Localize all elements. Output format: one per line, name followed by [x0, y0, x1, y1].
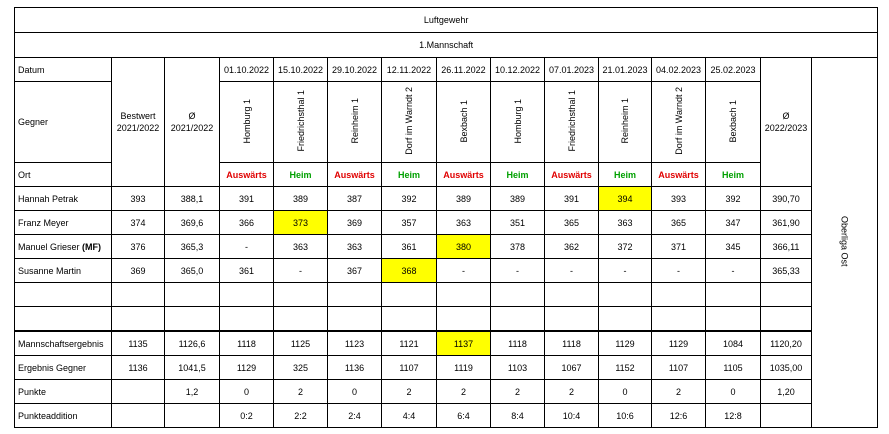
avg-prev-value: 369,6 [165, 211, 220, 235]
summary-cell: 2 [382, 380, 437, 404]
shooter-row [15, 235, 878, 259]
summary-row [15, 404, 878, 428]
summary-cell: 1129 [220, 356, 274, 380]
opponent-cell [328, 82, 382, 163]
empty-cell [599, 283, 652, 307]
best-value: 393 [112, 187, 165, 211]
empty-cell [706, 283, 761, 307]
avg-prev-value: 388,1 [165, 187, 220, 211]
summary-cell: 2 [437, 380, 491, 404]
summary-cell: 1103 [491, 356, 545, 380]
empty-cell [328, 307, 382, 332]
empty-cell [15, 283, 112, 307]
results-table [14, 7, 878, 428]
score-cell: 391 [220, 187, 274, 211]
empty-cell [274, 307, 328, 332]
summary-cell: 0 [599, 380, 652, 404]
match-date: 07.01.2023 [545, 58, 599, 82]
opponent-cell [220, 82, 274, 163]
score-cell: 371 [652, 235, 706, 259]
venue-cell: Heim [382, 163, 437, 187]
score-cell: 369 [328, 211, 382, 235]
opponent-cell [652, 82, 706, 163]
summary-cell: 12:8 [706, 404, 761, 428]
summary-cell: 1118 [220, 331, 274, 356]
best-value: 376 [112, 235, 165, 259]
opponent-cell [491, 82, 545, 163]
score-cell: 389 [437, 187, 491, 211]
score-cell: 392 [706, 187, 761, 211]
score-cell: 387 [328, 187, 382, 211]
empty-cell [545, 283, 599, 307]
score-cell: - [652, 259, 706, 283]
avg-prev-value [165, 404, 220, 428]
summary-label: Mannschaftsergebnis [15, 331, 112, 356]
venue-cell: Auswärts [437, 163, 491, 187]
empty-cell [652, 307, 706, 332]
sheet-title: Luftgewehr [15, 8, 878, 33]
empty-cell [328, 283, 382, 307]
score-cell: - [706, 259, 761, 283]
avg-prev-value: 365,0 [165, 259, 220, 283]
opponent-name: Dorf im Warndt 2 [404, 87, 414, 155]
score-cell: - [545, 259, 599, 283]
summary-cell: 1121 [382, 331, 437, 356]
score-cell: 365 [545, 211, 599, 235]
empty-cell [491, 283, 545, 307]
avg-curr-value: 365,33 [761, 259, 812, 283]
score-cell: 365 [652, 211, 706, 235]
summary-cell: 0:2 [220, 404, 274, 428]
opponent-name: Reinheim 1 [349, 98, 360, 144]
summary-cell: 2 [545, 380, 599, 404]
summary-cell: 1084 [706, 331, 761, 356]
summary-cell: 1137 [437, 331, 491, 356]
avg-prev-value: 1126,6 [165, 331, 220, 356]
empty-cell [15, 307, 112, 332]
summary-cell: 1152 [599, 356, 652, 380]
league-cell [812, 58, 878, 428]
summary-cell: 1136 [328, 356, 382, 380]
match-date: 26.11.2022 [437, 58, 491, 82]
summary-cell: 1123 [328, 331, 382, 356]
empty-cell [112, 307, 165, 332]
summary-cell: 12:6 [652, 404, 706, 428]
league-name: Oberliga Ost [839, 216, 850, 267]
empty-cell [274, 283, 328, 307]
empty-row [15, 307, 878, 332]
avg-curr-value: 1,20 [761, 380, 812, 404]
score-cell: 380 [437, 235, 491, 259]
summary-cell: 6:4 [437, 404, 491, 428]
empty-cell [761, 283, 812, 307]
score-cell: 393 [652, 187, 706, 211]
venue-cell: Auswärts [328, 163, 382, 187]
summary-cell: 0 [706, 380, 761, 404]
venue-cell: Auswärts [545, 163, 599, 187]
opponent-name: Homburg 1 [241, 98, 252, 144]
avg-curr-value: 390,70 [761, 187, 812, 211]
summary-cell: 1107 [382, 356, 437, 380]
opponent-cell [706, 82, 761, 163]
match-date: 01.10.2022 [220, 58, 274, 82]
empty-cell [491, 307, 545, 332]
avg-curr-value: 366,11 [761, 235, 812, 259]
match-date: 25.02.2023 [706, 58, 761, 82]
opponent-name: Bexbach 1 [458, 99, 469, 143]
match-date: 15.10.2022 [274, 58, 328, 82]
venue-cell: Auswärts [220, 163, 274, 187]
summary-label: Ergebnis Gegner [15, 356, 112, 380]
summary-cell: 2 [491, 380, 545, 404]
best-value: 369 [112, 259, 165, 283]
avg-curr-header: Ø 2022/2023 [761, 58, 812, 187]
score-cell: 378 [491, 235, 545, 259]
summary-row [15, 380, 878, 404]
score-cell: 368 [382, 259, 437, 283]
shooter-name: Susanne Martin [18, 265, 82, 276]
empty-cell [165, 307, 220, 332]
summary-cell: 1118 [545, 331, 599, 356]
empty-cell [165, 283, 220, 307]
shooter-name-cell [15, 235, 112, 259]
score-cell: 361 [220, 259, 274, 283]
avg-curr-value: 1120,20 [761, 331, 812, 356]
opponent-name: Bexbach 1 [728, 99, 738, 143]
empty-cell [761, 307, 812, 332]
score-cell: - [274, 259, 328, 283]
score-cell: 394 [599, 187, 652, 211]
match-date: 21.01.2023 [599, 58, 652, 82]
avg-prev-value: 365,3 [165, 235, 220, 259]
opponent-name: Homburg 1 [512, 98, 523, 144]
shooter-row [15, 259, 878, 283]
summary-label: Punkte [15, 380, 112, 404]
summary-cell: 1125 [274, 331, 328, 356]
empty-cell [437, 307, 491, 332]
summary-cell: 4:4 [382, 404, 437, 428]
score-cell: - [599, 259, 652, 283]
summary-cell: 10:4 [545, 404, 599, 428]
best-value: 1135 [112, 331, 165, 356]
match-date: 04.02.2023 [652, 58, 706, 82]
summary-row [15, 331, 878, 356]
summary-cell: 1119 [437, 356, 491, 380]
shooter-name: Hannah Petrak [18, 193, 79, 204]
venue-cell: Heim [706, 163, 761, 187]
empty-cell [220, 283, 274, 307]
score-cell: 345 [706, 235, 761, 259]
score-cell: 363 [328, 235, 382, 259]
summary-cell: 1067 [545, 356, 599, 380]
score-cell: 347 [706, 211, 761, 235]
best-value: 374 [112, 211, 165, 235]
shooter-name-cell [15, 259, 112, 283]
shooter-name-cell [15, 211, 112, 235]
opponent-cell [599, 82, 652, 163]
summary-cell: 1129 [599, 331, 652, 356]
venue-cell: Heim [274, 163, 328, 187]
empty-cell [706, 307, 761, 332]
avg-prev-header: Ø 2021/2022 [165, 58, 220, 187]
venue-cell: Heim [599, 163, 652, 187]
bestwert-header: Bestwert 2021/2022 [112, 58, 165, 187]
score-cell: 362 [545, 235, 599, 259]
match-date: 10.12.2022 [491, 58, 545, 82]
venue-cell: Auswärts [652, 163, 706, 187]
team-name: 1.Mannschaft [15, 33, 878, 58]
empty-cell [652, 283, 706, 307]
score-cell: 391 [545, 187, 599, 211]
match-date: 12.11.2022 [382, 58, 437, 82]
score-cell: 367 [328, 259, 382, 283]
avg-curr-value: 361,90 [761, 211, 812, 235]
score-cell: - [437, 259, 491, 283]
opponent-name: Reinheim 1 [620, 98, 630, 144]
score-cell: - [220, 235, 274, 259]
score-cell: 363 [437, 211, 491, 235]
datum-label: Datum [15, 58, 112, 82]
summary-cell: 1129 [652, 331, 706, 356]
empty-cell [112, 283, 165, 307]
summary-cell: 2 [274, 380, 328, 404]
empty-cell [382, 307, 437, 332]
summary-label: Punkteaddition [15, 404, 112, 428]
empty-row [15, 283, 878, 307]
score-cell: - [491, 259, 545, 283]
empty-cell [545, 307, 599, 332]
shooter-name: Manuel Grieser [18, 241, 83, 252]
empty-cell [437, 283, 491, 307]
score-cell: 361 [382, 235, 437, 259]
shooter-row [15, 211, 878, 235]
score-cell: 351 [491, 211, 545, 235]
summary-row [15, 356, 878, 380]
score-cell: 389 [274, 187, 328, 211]
best-value [112, 380, 165, 404]
match-date: 29.10.2022 [328, 58, 382, 82]
avg-curr-value [761, 404, 812, 428]
opponent-name: Dorf im Warndt 2 [673, 87, 684, 155]
shooter-name-cell [15, 187, 112, 211]
summary-cell: 8:4 [491, 404, 545, 428]
score-cell: 357 [382, 211, 437, 235]
opponent-cell [545, 82, 599, 163]
summary-cell: 2 [652, 380, 706, 404]
avg-prev-value: 1,2 [165, 380, 220, 404]
summary-cell: 325 [274, 356, 328, 380]
opponent-name: Friedrichsthal 1 [566, 90, 577, 152]
empty-cell [382, 283, 437, 307]
summary-cell: 1107 [652, 356, 706, 380]
summary-cell: 0 [328, 380, 382, 404]
opponent-cell [382, 82, 437, 163]
empty-cell [220, 307, 274, 332]
empty-cell [599, 307, 652, 332]
score-cell: 392 [382, 187, 437, 211]
avg-prev-value: 1041,5 [165, 356, 220, 380]
summary-cell: 1105 [706, 356, 761, 380]
opponent-cell [274, 82, 328, 163]
score-cell: 363 [274, 235, 328, 259]
shooter-name: Franz Meyer [18, 217, 69, 228]
summary-cell: 0 [220, 380, 274, 404]
shooter-row [15, 187, 878, 211]
opponent-cell [437, 82, 491, 163]
shooter-tag: (MF) [82, 241, 102, 252]
score-cell: 373 [274, 211, 328, 235]
summary-cell: 10:6 [599, 404, 652, 428]
ort-label: Ort [15, 163, 112, 187]
best-value: 1136 [112, 356, 165, 380]
best-value [112, 404, 165, 428]
summary-cell: 2:2 [274, 404, 328, 428]
score-cell: 363 [599, 211, 652, 235]
score-cell: 389 [491, 187, 545, 211]
venue-cell: Heim [491, 163, 545, 187]
score-cell: 366 [220, 211, 274, 235]
gegner-label: Gegner [15, 82, 112, 163]
opponent-name: Friedrichsthal 1 [295, 90, 306, 152]
summary-cell: 2:4 [328, 404, 382, 428]
summary-cell: 1118 [491, 331, 545, 356]
results-sheet [14, 7, 877, 427]
avg-curr-value: 1035,00 [761, 356, 812, 380]
score-cell: 372 [599, 235, 652, 259]
